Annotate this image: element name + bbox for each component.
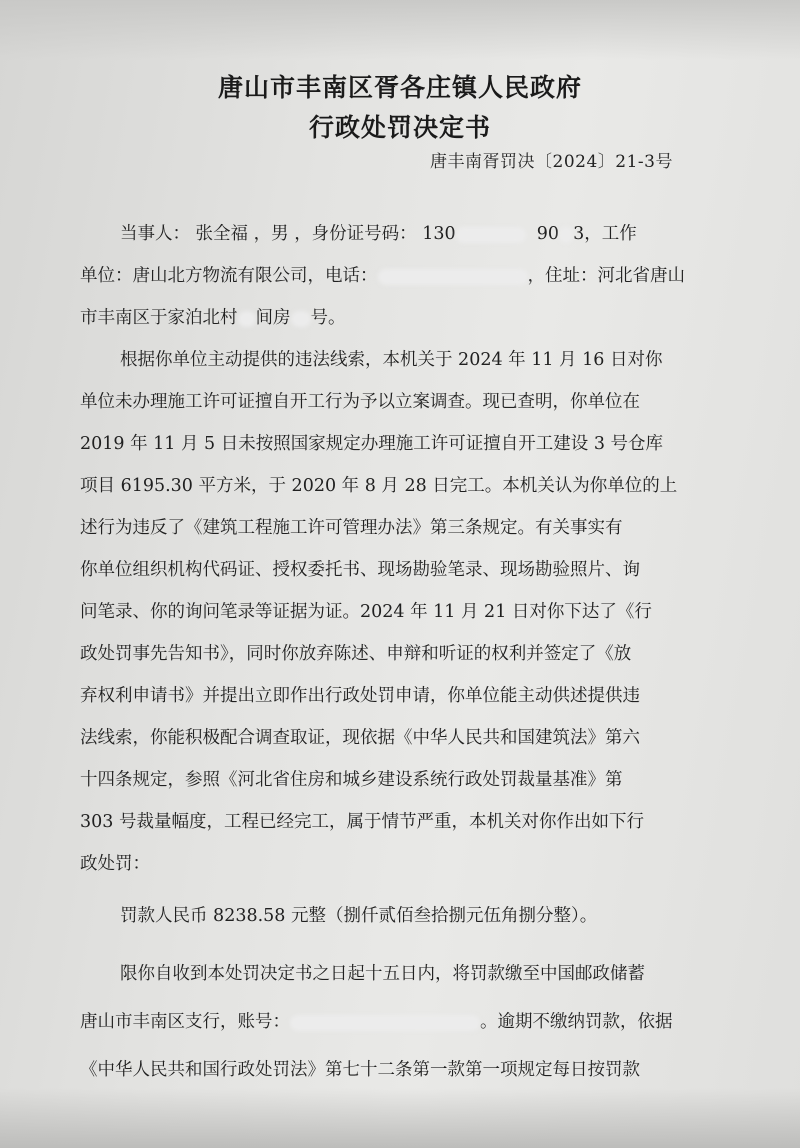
bank-branch-label: 唐山市丰南区支行，账号： — [80, 1012, 290, 1032]
redacted-phone — [378, 269, 528, 285]
address-room: 间房 — [255, 308, 291, 328]
body-line: 述行为违反了《建筑工程施工许可管理办法》第三条规定。有关事实有 — [80, 518, 623, 538]
body-line: 2019 年 11 月 5 日未按照国家规定办理施工许可证擅自开工建设 3 号仓库 — [80, 434, 664, 454]
party-id-mid: 90 — [536, 224, 560, 244]
address-suffix: 号。 — [310, 308, 346, 328]
party-name-id-prefix: 当事人： 张全福 ，男 ，身份证号码： 130 — [120, 224, 456, 244]
body-line: 303 号裁量幅度，工程已经完工，属于情节严重，本机关对你作出如下行 — [80, 812, 644, 832]
overdue-text: 。逾期不缴纳罚款，依据 — [480, 1012, 673, 1032]
redacted-id-2 — [559, 227, 573, 243]
bottom-shadow — [0, 1088, 800, 1148]
body-line: 问笔录、你的询问笔录等证据为证。2024 年 11 月 21 日对你下达了《行 — [80, 602, 652, 622]
top-shadow — [0, 0, 800, 60]
body-line: 单位未办理施工许可证擅自开工行为予以立案调查。现已查明，你单位在 — [80, 392, 640, 412]
payment-line-2 — [80, 1008, 673, 1033]
issuer-title: 唐山市丰南区胥各庄镇人民政府 — [217, 73, 582, 102]
document-number: 唐丰南胥罚决〔2024〕21-3号 — [430, 152, 673, 172]
penalty-amount: 罚款人民币 8238.58 元整（捌仟贰佰叁拾捌元伍角捌分整）。 — [120, 906, 598, 926]
body-line: 弃权利申请书》并提出立即作出行政处罚申请，你单位能主动供述提供违 — [80, 686, 640, 706]
redacted-account — [290, 1015, 480, 1031]
employer-phone-label: 单位：唐山北方物流有限公司，电话： — [80, 266, 378, 286]
document-title: 行政处罚决定书 — [308, 113, 491, 142]
body-line: 政处罚： — [80, 854, 150, 874]
redacted-number — [291, 311, 311, 327]
body-line: 根据你单位主动提供的违法线索，本机关于 2024 年 11 月 16 日对你 — [120, 350, 663, 370]
body-line: 政处罚事先告知书》，同时你放弃陈述、申辩和听证的权利并签定了《放 — [80, 644, 632, 664]
party-line-1 — [120, 220, 637, 245]
party-line-2 — [80, 262, 685, 287]
body-line: 法线索，你能积极配合调查取证，现依据《中华人民共和国建筑法》第六 — [80, 728, 640, 748]
body-line: 项目 6195.30 平方米，于 2020 年 8 月 28 日完工。本机关认为你单位的上 — [80, 476, 678, 496]
redacted-id — [456, 227, 526, 243]
redacted-address — [238, 311, 256, 327]
address-village: 市丰南区于家泊北村 — [80, 308, 238, 328]
party-id-suffix: 3，工作 — [573, 224, 637, 244]
party-line-3 — [80, 304, 346, 329]
address-label: ，住址：河北省唐山 — [527, 266, 685, 286]
body-line: 你单位组织机构代码证、授权委托书、现场勘验笔录、现场勘验照片、询 — [80, 560, 640, 580]
payment-line-3: 《中华人民共和国行政处罚法》第七十二条第一款第一项规定每日按罚款 — [80, 1060, 640, 1080]
payment-line-1: 限你自收到本处罚决定书之日起十五日内，将罚款缴至中国邮政储蓄 — [120, 964, 645, 984]
body-line: 十四条规定，参照《河北省住房和城乡建设系统行政处罚裁量基准》第 — [80, 770, 623, 790]
